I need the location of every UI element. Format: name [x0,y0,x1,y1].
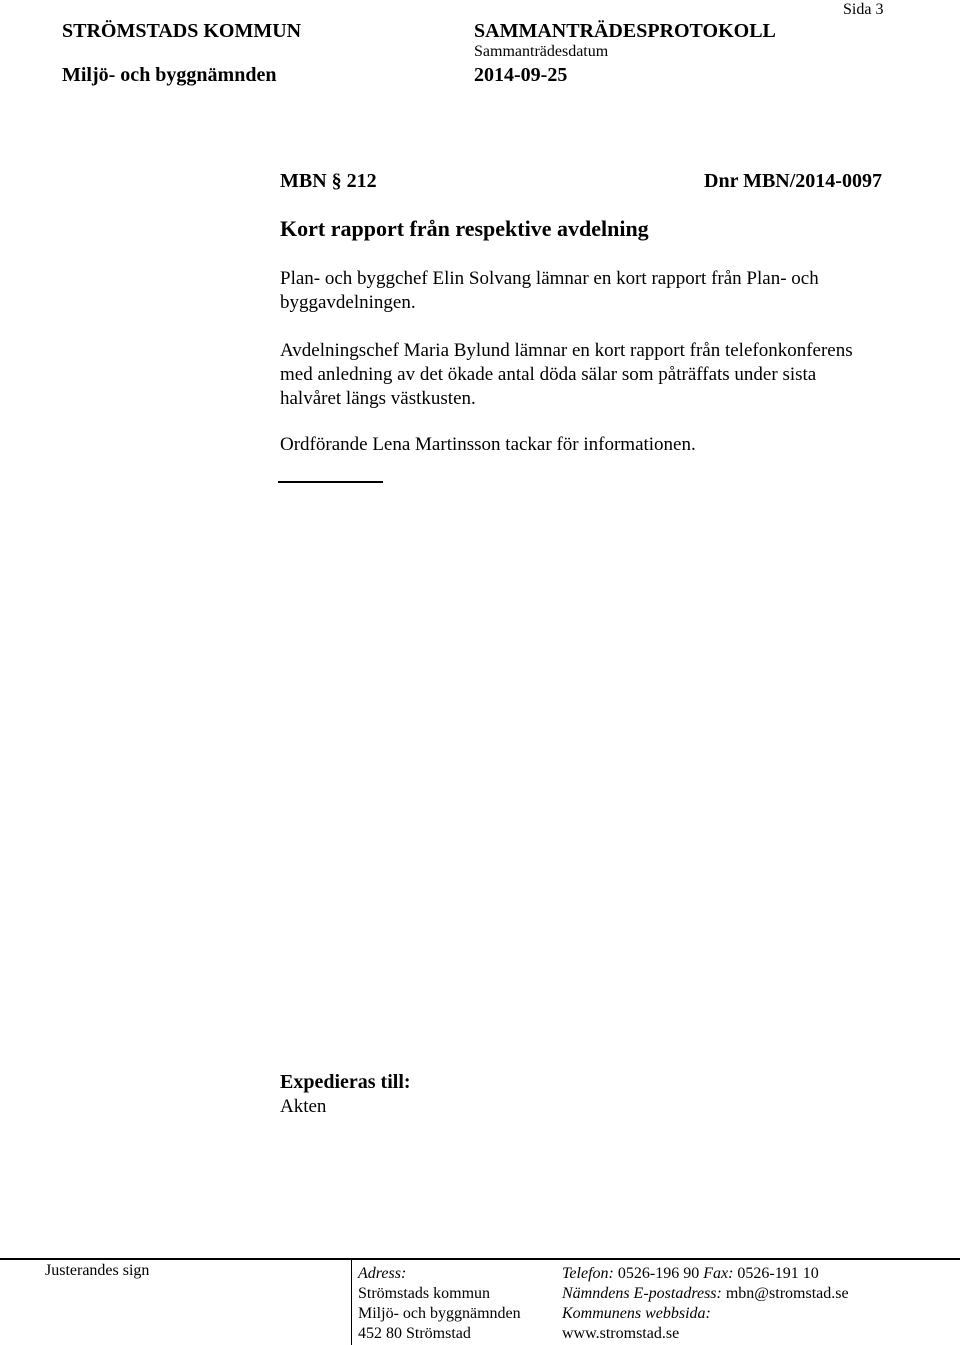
paragraph-3: Ordförande Lena Martinsson tackar för informationen. [280,434,696,455]
fax-number: 0526-191 10 [737,1265,819,1282]
email-link[interactable]: mbn@stromstad.se [725,1285,849,1302]
paragraph-2: Avdelningschef Maria Bylund lämnar en kort rapport från telefonkonferens med anledning av det ökade antal döda sälar som påträffats under sista halvåret längs västkusten. [280,340,853,409]
section-end-rule [278,481,383,483]
distribution-recipient: Akten [280,1096,327,1117]
meeting-date-label: Sammanträdesdatum [474,43,609,60]
contact-block: Telefon: 0526-196 90 Fax: 0526-191 10 Nämndens E-postadress: mbn@stromstad.se Kommunens webbsida: www.stromstad.se [562,1265,849,1342]
address-block: Adress: Strömstads kommun Miljö- och byggnämnden 452 80 Strömstad [358,1265,521,1342]
page-number: Sida 3 [843,1,884,18]
item-number: MBN § 212 [280,170,377,192]
footer-rule [0,1258,960,1260]
footer-divider [351,1258,352,1345]
organization-name: STRÖMSTADS KOMMUN [62,20,302,42]
document-type: SAMMANTRÄDESPROTOKOLL [474,20,776,42]
phone-number: 0526-196 90 [617,1265,700,1282]
item-title: Kort rapport från respektive avdelning [280,216,649,241]
distribution-label: Expedieras till: [280,1071,411,1093]
board-name: Miljö- och byggnämnden [62,64,277,86]
meeting-date: 2014-09-25 [474,64,568,86]
signature-label: Justerandes sign [45,1262,150,1279]
paragraph-1: Plan- och byggchef Elin Solvang lämnar en kort rapport från Plan- och byggavdelningen. [280,268,819,313]
case-number: Dnr MBN/2014-0097 [704,170,882,192]
website-link[interactable]: www.stromstad.se [562,1325,680,1342]
